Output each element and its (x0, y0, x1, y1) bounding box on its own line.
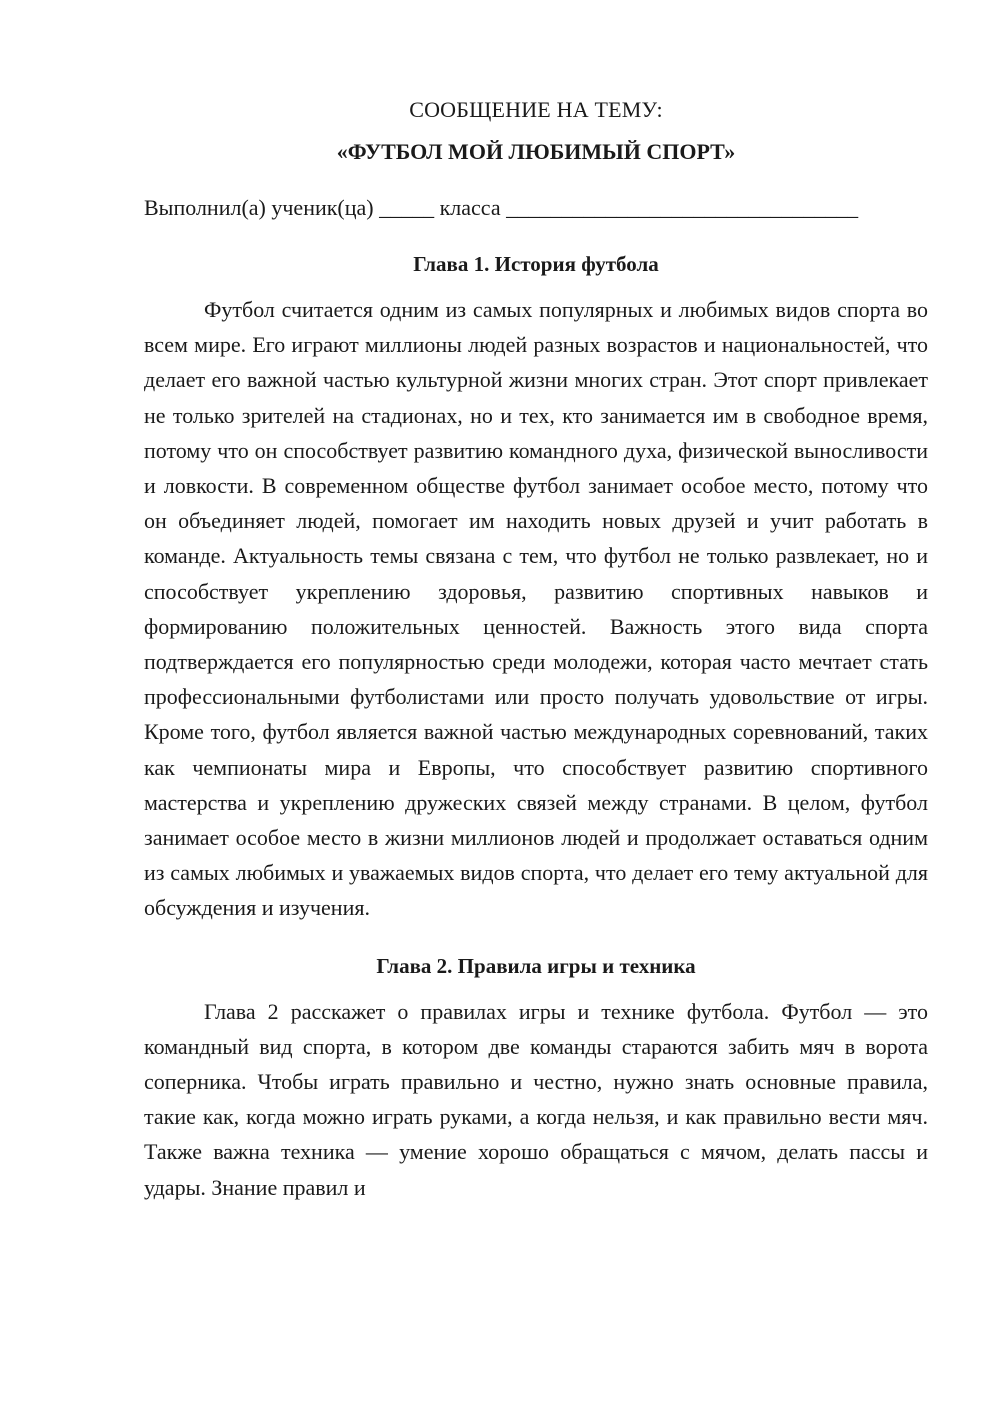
chapter-1-paragraph: Футбол считается одним из самых популярных и любимых видов спорта во всем мире. Его играют миллионы людей разных возрастов и национальностей, что делает его важной частью культурной жизни многих стран. Этот спорт привлекает не только зрителей на стадионах, но и тех, кто занимается им в свободное время, потому что он способствует развитию командного духа, физической выносливости и ловкости. В современном обществе футбол занимает особое место, потому что он объединяет людей, помогает им находить новых друзей и учит работать в команде. Актуальность темы связана с тем, что футбол не только развлекает, но и способствует укреплению здоровья, развитию спортивных навыков и формированию положительных ценностей. Важность этого вида спорта подтверждается его популярностью среди молодежи, которая часто мечтает стать профессиональными футболистами или просто получать удовольствие от игры. Кроме того, футбол является важной частью международных соревнований, таких как чемпионаты мира и Европы, что способствует развитию спортивного мастерства и укреплению дружеских связей между странами. В целом, футбол занимает особое место в жизни миллионов людей и продолжает оставаться одним из самых любимых и уважаемых видов спорта, что делает его тему актуальной для обсуждения и изучения. (144, 297, 928, 921)
chapter-2-paragraph: Глава 2 расскажет о правилах игры и технике футбола. Футбол — это командный вид спорта, в котором две команды стараются забить мяч в ворота соперника. Чтобы играть правильно и честно, нужно знать основные правила, такие как, когда можно играть руками, а когда нельзя, и как правильно вести мяч. Также важна техника — умение хорошо обращаться с мячом, делать пассы и удары. Знание правил и (144, 998, 928, 1200)
document-page (144, 92, 928, 1205)
author-line: Выполнил(а) ученик(ца) _____ класса ________________________________ (144, 195, 859, 220)
document-title-line-1: СООБЩЕНИЕ НА ТЕМУ: (409, 97, 663, 122)
chapter-2-heading: Глава 2. Правила игры и техника (376, 953, 696, 978)
chapter-1-heading: Глава 1. История футбола (413, 252, 659, 276)
document-title-line-2: «ФУТБОЛ МОЙ ЛЮБИМЫЙ СПОРТ» (336, 139, 736, 164)
